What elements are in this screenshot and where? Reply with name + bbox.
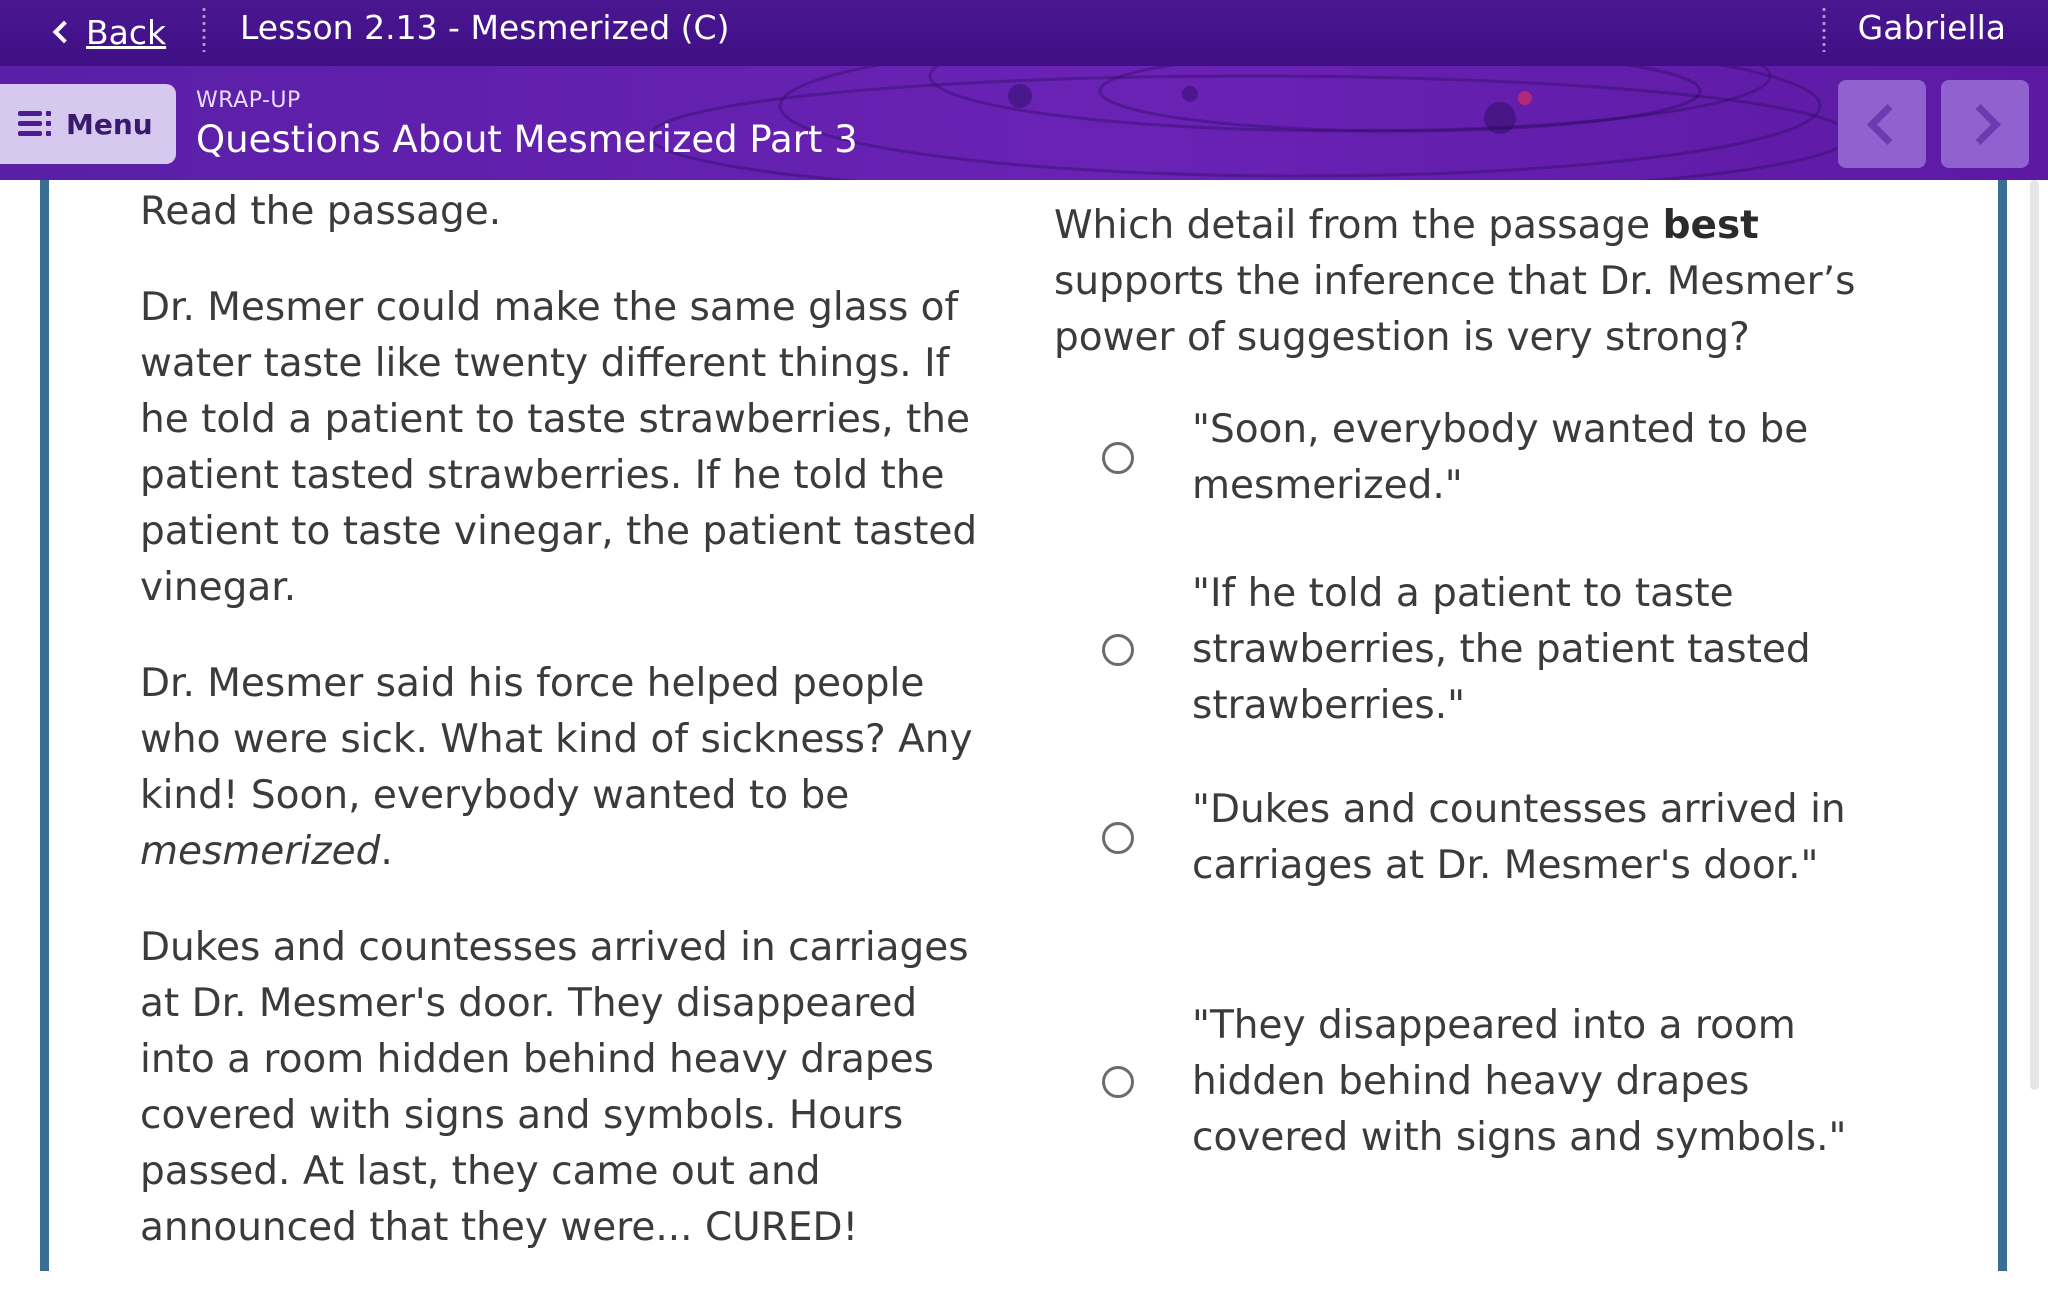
passage-emphasis: mesmerized xyxy=(140,829,381,874)
radio-icon[interactable] xyxy=(1102,822,1134,854)
answer-option-1[interactable] xyxy=(1102,402,1922,514)
passage-intro: Read the passage. xyxy=(140,189,502,234)
top-bar xyxy=(0,0,2048,66)
back-label: Back xyxy=(86,12,167,52)
divider-dots xyxy=(1822,6,1826,52)
answer-option-4[interactable] xyxy=(1102,998,1922,1166)
question-prompt xyxy=(1054,198,1934,366)
menu-button[interactable] xyxy=(0,84,176,164)
back-button[interactable] xyxy=(50,6,166,58)
answer-option-text: "Dukes and countesses arrived in carriages at Dr. Mesmer's door." xyxy=(1192,787,1846,888)
arrow-right-icon xyxy=(1959,103,2000,144)
divider-dots xyxy=(202,6,206,52)
answer-option-text: "If he told a patient to taste strawberries, the patient tasted strawberries." xyxy=(1192,571,1811,728)
scrollbar[interactable] xyxy=(2030,180,2039,1090)
lesson-title: Lesson 2.13 - Mesmerized (C) xyxy=(240,8,730,47)
section-kicker: WRAP-UP xyxy=(196,88,301,113)
question-emphasis: best xyxy=(1662,203,1759,248)
answer-option-3[interactable] xyxy=(1102,782,1922,894)
section-title: Questions About Mesmerized Part 3 xyxy=(196,118,858,161)
answer-option-text: "They disappeared into a room hidden behind heavy drapes covered with signs and symbols." xyxy=(1192,1003,1847,1160)
question-text-after: supports the inference that Dr. Mesmer’s power of suggestion is very strong? xyxy=(1054,259,1856,360)
answer-option-text: "Soon, everybody wanted to be mesmerized." xyxy=(1192,407,1809,508)
passage-paragraph-3: Dukes and countesses arrived in carriages at Dr. Mesmer's door. They disappeared into a room hidden behind heavy drapes covered with signs and symbols. Hours passed. At last, they came out and announced that they were... CURED! xyxy=(140,925,969,1250)
passage-paragraph-1: Dr. Mesmer could make the same glass of water taste like twenty different things. If he told a patient to taste strawberries, the patient tasted strawberries. If he told the patient to taste vinegar, the patient tasted vinegar. xyxy=(140,285,978,610)
section-header xyxy=(0,66,2048,180)
passage-panel xyxy=(140,184,1000,1296)
question-text-before: Which detail from the passage xyxy=(1054,203,1663,248)
radio-icon[interactable] xyxy=(1102,442,1134,474)
passage-paragraph-2-end: . xyxy=(380,829,393,874)
next-button[interactable] xyxy=(1941,80,2029,168)
chevron-left-icon xyxy=(53,21,76,44)
passage-paragraph-2-text: Dr. Mesmer said his force helped people who were sick. What kind of sickness? Any kind! Soon, everybody wanted to be xyxy=(140,661,973,818)
arrow-left-icon xyxy=(1866,103,1907,144)
user-name[interactable]: Gabriella xyxy=(1857,8,2006,47)
passage-paragraph-2 xyxy=(140,656,1000,880)
answer-option-2[interactable] xyxy=(1102,566,1922,734)
radio-icon[interactable] xyxy=(1102,634,1134,666)
menu-icon xyxy=(18,111,52,137)
previous-button[interactable] xyxy=(1838,80,1926,168)
menu-label: Menu xyxy=(66,107,153,141)
content-frame-left xyxy=(40,180,49,1271)
content-frame-right xyxy=(1998,180,2007,1271)
radio-icon[interactable] xyxy=(1102,1066,1134,1098)
